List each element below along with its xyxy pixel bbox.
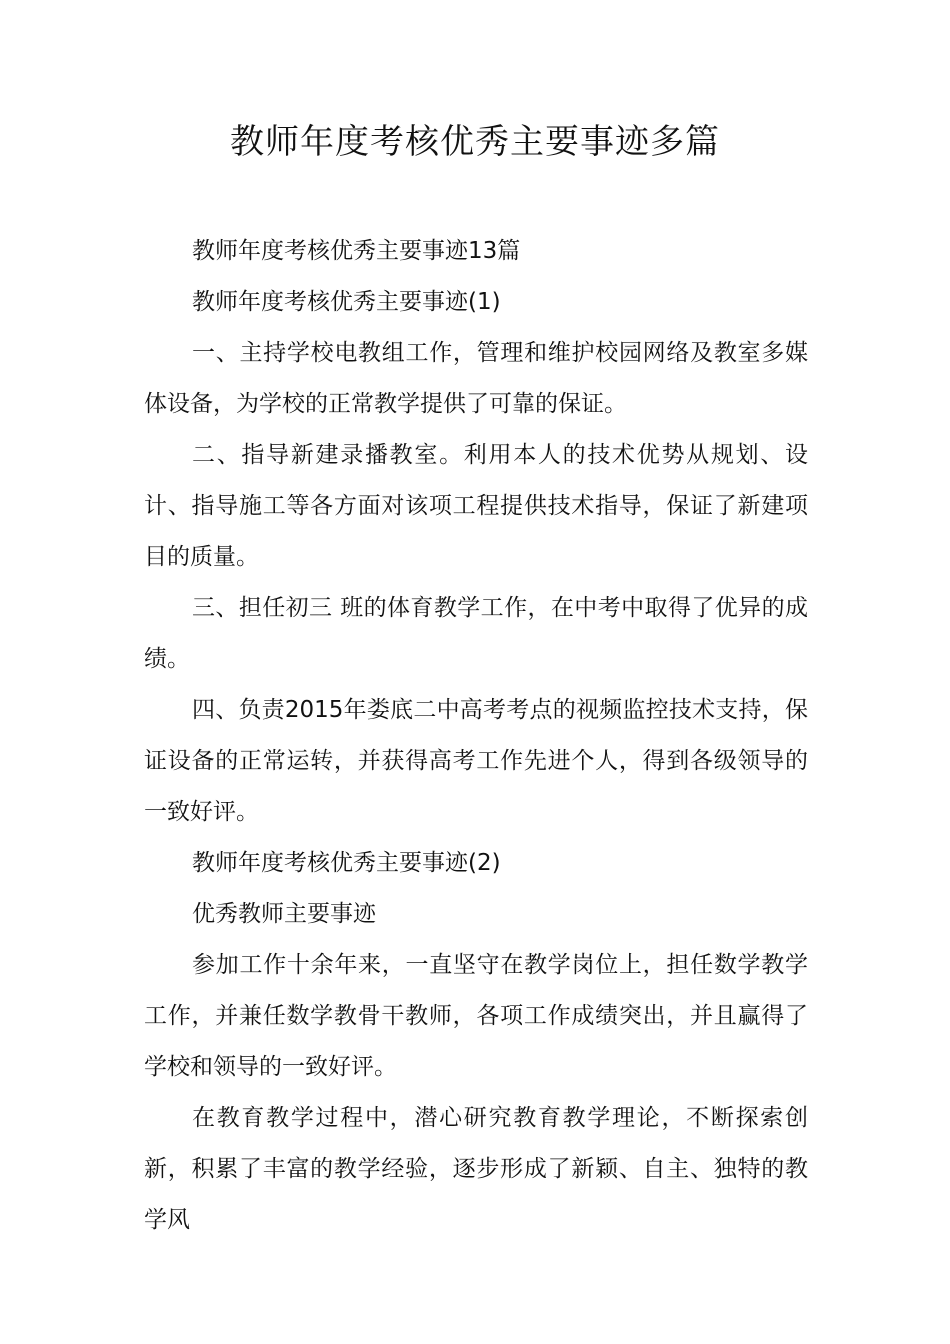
paragraph-heading-1: 教师年度考核优秀主要事迹(1) (192, 289, 501, 315)
paragraph-heading-2: 教师年度考核优秀主要事迹(2) (192, 850, 501, 876)
paragraph-subtitle: 教师年度考核优秀主要事迹13篇 (192, 238, 521, 264)
paragraph-item-1: 一、主持学校电教组工作，管理和维护校园网络及教室多媒体设备，为学校的正常教学提供了可靠的保证。 (144, 340, 808, 417)
paragraph-item-4: 四、负责2015年娄底二中高考考点的视频监控技术支持，保证设备的正常运转，并获得高考工作先进个人，得到各级领导的一致好评。 (144, 697, 808, 825)
document-body (144, 226, 808, 1246)
document-title: 教师年度考核优秀主要事迹多篇 (230, 122, 720, 162)
paragraph-item-2: 二、指导新建录播教室。利用本人的技术优势从规划、设计、指导施工等各方面对该项工程提供技术指导，保证了新建项目的质量。 (144, 442, 808, 570)
paragraph-body-2: 在教育教学过程中，潜心研究教育教学理论，不断探索创新，积累了丰富的教学经验，逐步形成了新颖、自主、独特的教学风 (144, 1105, 808, 1233)
paragraph-item-3: 三、担任初三 班的体育教学工作，在中考中取得了优异的成绩。 (144, 595, 808, 672)
paragraph-section-title: 优秀教师主要事迹 (192, 901, 376, 927)
paragraph-body-1: 参加工作十余年来，一直坚守在教学岗位上，担任数学教学工作，并兼任数学教骨干教师，各项工作成绩突出，并且赢得了学校和领导的一致好评。 (144, 952, 808, 1080)
